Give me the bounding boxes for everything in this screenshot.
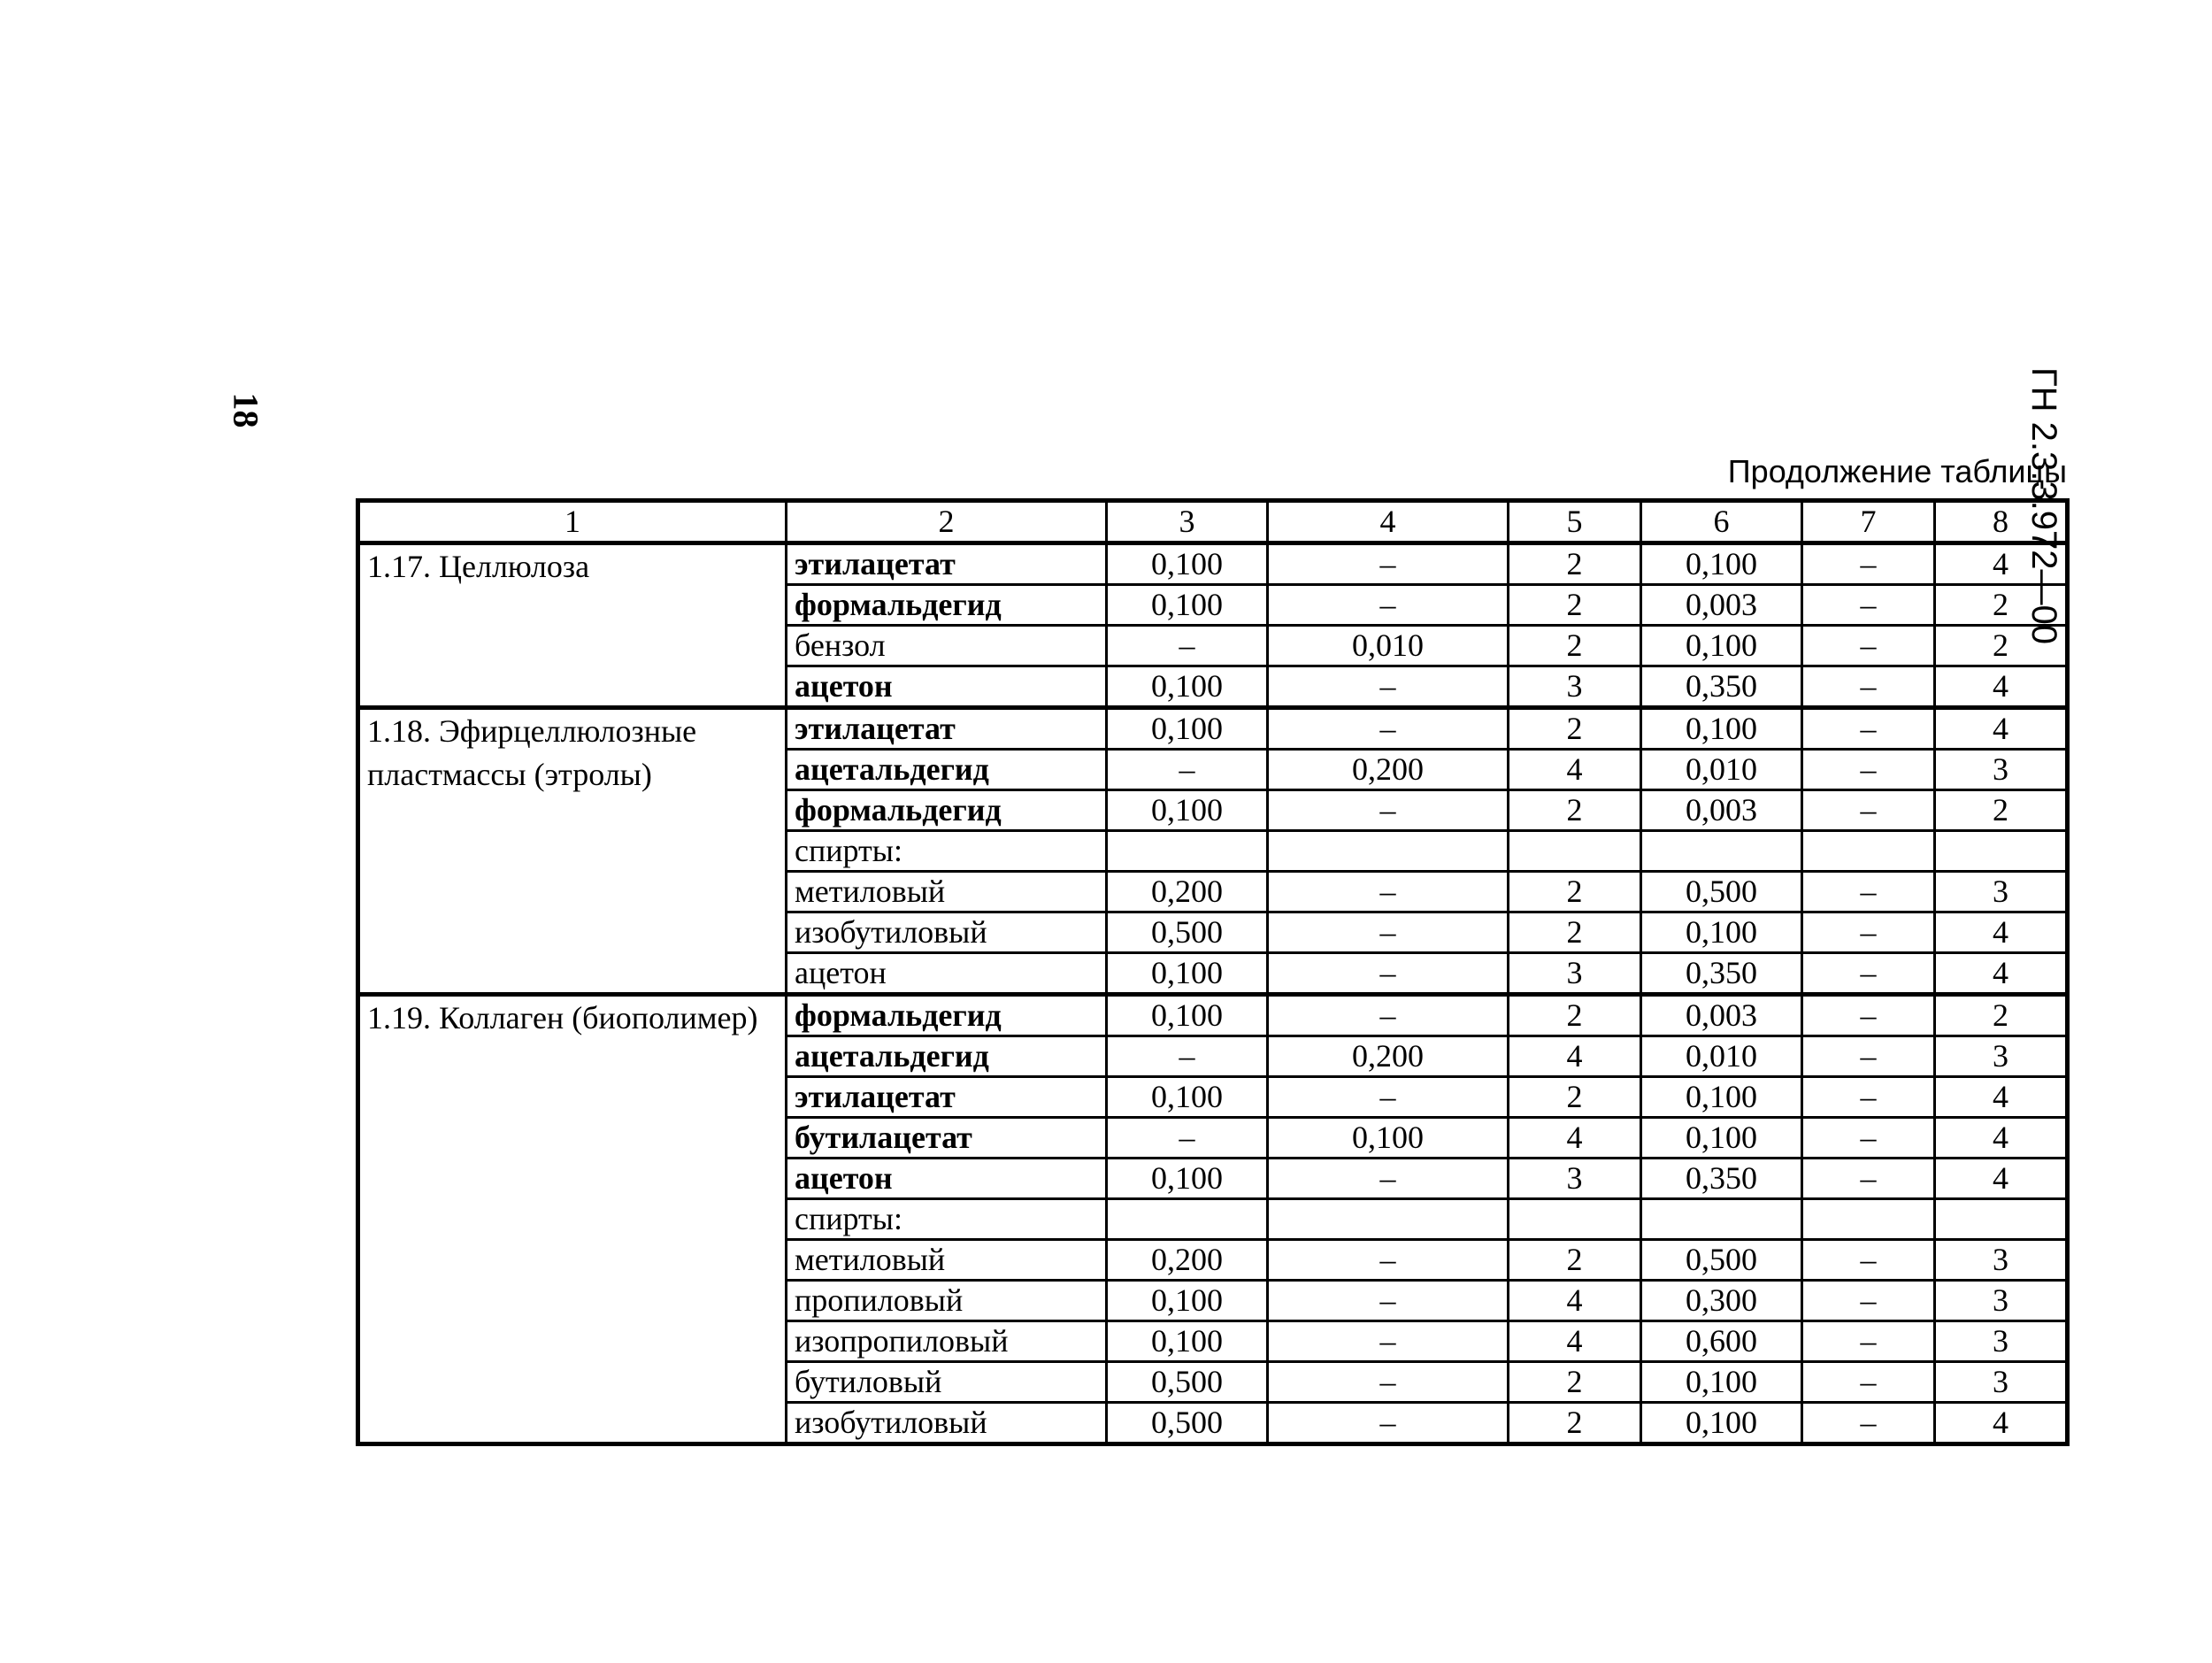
substance-name: спирты: [787, 1199, 1107, 1240]
value-cell-c4: – [1268, 1077, 1509, 1118]
value-cell-c6: 0,100 [1641, 1118, 1802, 1159]
value-cell-c5: 2 [1509, 1077, 1641, 1118]
value-cell-c3: 0,100 [1107, 953, 1268, 995]
value-cell-c3: 0,100 [1107, 543, 1268, 585]
value-cell-c6: 0,100 [1641, 912, 1802, 953]
value-cell-c5: 4 [1509, 1036, 1641, 1077]
value-cell-c5: 2 [1509, 708, 1641, 750]
product-group-name: 1.18. Эфирцеллюлозные пластмассы (этролы) [358, 708, 787, 995]
column-header: 2 [787, 501, 1107, 543]
value-cell-c8: 3 [1935, 1321, 2068, 1362]
value-cell-c3: 0,100 [1107, 585, 1268, 626]
value-cell-c4: – [1268, 995, 1509, 1036]
value-cell-c7 [1802, 831, 1935, 872]
substance-name: формальдегид [787, 790, 1107, 831]
value-cell-c4: – [1268, 790, 1509, 831]
value-cell-c3: 0,500 [1107, 1362, 1268, 1403]
value-cell-c7: – [1802, 1362, 1935, 1403]
column-header: 3 [1107, 501, 1268, 543]
table-header-row [358, 501, 2068, 543]
substance-name: формальдегид [787, 995, 1107, 1036]
value-cell-c3: 0,500 [1107, 912, 1268, 953]
value-cell-c6: 0,100 [1641, 1362, 1802, 1403]
value-cell-c7: – [1802, 750, 1935, 790]
value-cell-c6: 0,500 [1641, 872, 1802, 912]
column-header: 4 [1268, 501, 1509, 543]
value-cell-c8: 3 [1935, 1281, 2068, 1321]
value-cell-c3: 0,500 [1107, 1403, 1268, 1444]
value-cell-c3: 0,100 [1107, 1077, 1268, 1118]
substance-name: ацетон [787, 953, 1107, 995]
value-cell-c4: 0,010 [1268, 626, 1509, 666]
substance-name: бутилацетат [787, 1118, 1107, 1159]
substance-name: изобутиловый [787, 1403, 1107, 1444]
value-cell-c7: – [1802, 585, 1935, 626]
value-cell-c4: – [1268, 912, 1509, 953]
document-code: ГН 2.3.3.972—00 [2024, 367, 2063, 644]
substance-name: ацетон [787, 1159, 1107, 1199]
value-cell-c5: 3 [1509, 1159, 1641, 1199]
value-cell-c4: – [1268, 1321, 1509, 1362]
value-cell-c4: 0,100 [1268, 1118, 1509, 1159]
value-cell-c5: 2 [1509, 585, 1641, 626]
value-cell-c3: 0,100 [1107, 1321, 1268, 1362]
value-cell-c6: 0,100 [1641, 543, 1802, 585]
value-cell-c8: 2 [1935, 995, 2068, 1036]
value-cell-c8: 4 [1935, 1403, 2068, 1444]
substance-name: метиловый [787, 872, 1107, 912]
substance-name: спирты: [787, 831, 1107, 872]
value-cell-c3: – [1107, 1118, 1268, 1159]
column-header: 7 [1802, 501, 1935, 543]
value-cell-c6: 0,500 [1641, 1240, 1802, 1281]
substance-name: изобутиловый [787, 912, 1107, 953]
value-cell-c7: – [1802, 1159, 1935, 1199]
value-cell-c5: 4 [1509, 1118, 1641, 1159]
value-cell-c8: 3 [1935, 872, 2068, 912]
hygiene-standards-table [356, 498, 2070, 1446]
value-cell-c3: 0,100 [1107, 1159, 1268, 1199]
value-cell-c3 [1107, 1199, 1268, 1240]
value-cell-c4 [1268, 1199, 1509, 1240]
value-cell-c7 [1802, 1199, 1935, 1240]
value-cell-c6: 0,003 [1641, 995, 1802, 1036]
value-cell-c5: 2 [1509, 626, 1641, 666]
value-cell-c7: – [1802, 1281, 1935, 1321]
value-cell-c7: – [1802, 626, 1935, 666]
value-cell-c6: 0,350 [1641, 953, 1802, 995]
value-cell-c6: 0,350 [1641, 1159, 1802, 1199]
value-cell-c5 [1509, 1199, 1641, 1240]
table-caption: Продолжение таблицы [1727, 453, 2067, 489]
value-cell-c4: – [1268, 543, 1509, 585]
value-cell-c4: – [1268, 1240, 1509, 1281]
product-group-name: 1.17. Целлюлоза [358, 543, 787, 708]
substance-name: формальдегид [787, 585, 1107, 626]
value-cell-c3: 0,200 [1107, 1240, 1268, 1281]
value-cell-c7: – [1802, 1240, 1935, 1281]
value-cell-c5: 4 [1509, 1281, 1641, 1321]
value-cell-c8: 2 [1935, 790, 2068, 831]
value-cell-c4: – [1268, 1403, 1509, 1444]
value-cell-c4: 0,200 [1268, 750, 1509, 790]
value-cell-c7: – [1802, 666, 1935, 708]
value-cell-c3: – [1107, 626, 1268, 666]
value-cell-c5: 2 [1509, 543, 1641, 585]
column-header: 8 [1935, 501, 2068, 543]
value-cell-c3: 0,100 [1107, 790, 1268, 831]
value-cell-c3: 0,200 [1107, 872, 1268, 912]
value-cell-c8: 3 [1935, 1240, 2068, 1281]
value-cell-c3: – [1107, 1036, 1268, 1077]
substance-name: изопропиловый [787, 1321, 1107, 1362]
value-cell-c6: 0,100 [1641, 1077, 1802, 1118]
substance-name: ацетальдегид [787, 750, 1107, 790]
value-cell-c8: 3 [1935, 1036, 2068, 1077]
value-cell-c6: 0,300 [1641, 1281, 1802, 1321]
value-cell-c6 [1641, 831, 1802, 872]
value-cell-c8: 4 [1935, 708, 2068, 750]
value-cell-c5: 2 [1509, 1362, 1641, 1403]
value-cell-c6: 0,350 [1641, 666, 1802, 708]
value-cell-c5: 2 [1509, 995, 1641, 1036]
column-header: 6 [1641, 501, 1802, 543]
value-cell-c3: – [1107, 750, 1268, 790]
column-header: 1 [358, 501, 787, 543]
value-cell-c8: 4 [1935, 912, 2068, 953]
value-cell-c8: 4 [1935, 666, 2068, 708]
value-cell-c8 [1935, 1199, 2068, 1240]
value-cell-c3: 0,100 [1107, 995, 1268, 1036]
value-cell-c4: – [1268, 1281, 1509, 1321]
value-cell-c8: 4 [1935, 543, 2068, 585]
value-cell-c3: 0,100 [1107, 666, 1268, 708]
value-cell-c6: 0,100 [1641, 626, 1802, 666]
value-cell-c4: 0,200 [1268, 1036, 1509, 1077]
substance-name: этилацетат [787, 1077, 1107, 1118]
value-cell-c7: – [1802, 872, 1935, 912]
substance-name: пропиловый [787, 1281, 1107, 1321]
value-cell-c5: 2 [1509, 872, 1641, 912]
value-cell-c7: – [1802, 1036, 1935, 1077]
value-cell-c5: 2 [1509, 790, 1641, 831]
value-cell-c3 [1107, 831, 1268, 872]
value-cell-c8: 3 [1935, 750, 2068, 790]
value-cell-c4 [1268, 831, 1509, 872]
value-cell-c7: – [1802, 790, 1935, 831]
value-cell-c4: – [1268, 872, 1509, 912]
page-number: 18 [226, 392, 266, 428]
value-cell-c8: 4 [1935, 953, 2068, 995]
value-cell-c5: 4 [1509, 1321, 1641, 1362]
value-cell-c4: – [1268, 953, 1509, 995]
substance-name: метиловый [787, 1240, 1107, 1281]
value-cell-c5 [1509, 831, 1641, 872]
value-cell-c8 [1935, 831, 2068, 872]
column-header: 5 [1509, 501, 1641, 543]
value-cell-c8: 3 [1935, 1362, 2068, 1403]
substance-name: бутиловый [787, 1362, 1107, 1403]
table-row [358, 708, 2068, 750]
substance-name: бензол [787, 626, 1107, 666]
value-cell-c5: 3 [1509, 666, 1641, 708]
value-cell-c7: – [1802, 708, 1935, 750]
substance-name: ацетальдегид [787, 1036, 1107, 1077]
value-cell-c7: – [1802, 543, 1935, 585]
value-cell-c8: 2 [1935, 585, 2068, 626]
value-cell-c7: – [1802, 953, 1935, 995]
substance-name: этилацетат [787, 543, 1107, 585]
value-cell-c6: 0,003 [1641, 790, 1802, 831]
value-cell-c4: – [1268, 666, 1509, 708]
value-cell-c5: 4 [1509, 750, 1641, 790]
value-cell-c7: – [1802, 995, 1935, 1036]
value-cell-c7: – [1802, 1118, 1935, 1159]
value-cell-c8: 4 [1935, 1077, 2068, 1118]
value-cell-c4: – [1268, 708, 1509, 750]
product-group-name: 1.19. Коллаген (биополимер) [358, 995, 787, 1444]
substance-name: ацетон [787, 666, 1107, 708]
value-cell-c5: 2 [1509, 1403, 1641, 1444]
value-cell-c4: – [1268, 585, 1509, 626]
value-cell-c8: 4 [1935, 1118, 2068, 1159]
value-cell-c8: 2 [1935, 626, 2068, 666]
value-cell-c8: 4 [1935, 1159, 2068, 1199]
table-row [358, 995, 2068, 1036]
value-cell-c6: 0,600 [1641, 1321, 1802, 1362]
value-cell-c6: 0,100 [1641, 1403, 1802, 1444]
value-cell-c6: 0,003 [1641, 585, 1802, 626]
value-cell-c7: – [1802, 1403, 1935, 1444]
value-cell-c3: 0,100 [1107, 1281, 1268, 1321]
value-cell-c6: 0,010 [1641, 1036, 1802, 1077]
substance-name: этилацетат [787, 708, 1107, 750]
value-cell-c7: – [1802, 1321, 1935, 1362]
table-row [358, 543, 2068, 585]
value-cell-c3: 0,100 [1107, 708, 1268, 750]
value-cell-c6 [1641, 1199, 1802, 1240]
value-cell-c4: – [1268, 1362, 1509, 1403]
value-cell-c7: – [1802, 1077, 1935, 1118]
value-cell-c6: 0,010 [1641, 750, 1802, 790]
value-cell-c5: 2 [1509, 1240, 1641, 1281]
value-cell-c7: – [1802, 912, 1935, 953]
table-body [358, 501, 2068, 1444]
value-cell-c5: 2 [1509, 912, 1641, 953]
value-cell-c6: 0,100 [1641, 708, 1802, 750]
value-cell-c4: – [1268, 1159, 1509, 1199]
value-cell-c5: 3 [1509, 953, 1641, 995]
